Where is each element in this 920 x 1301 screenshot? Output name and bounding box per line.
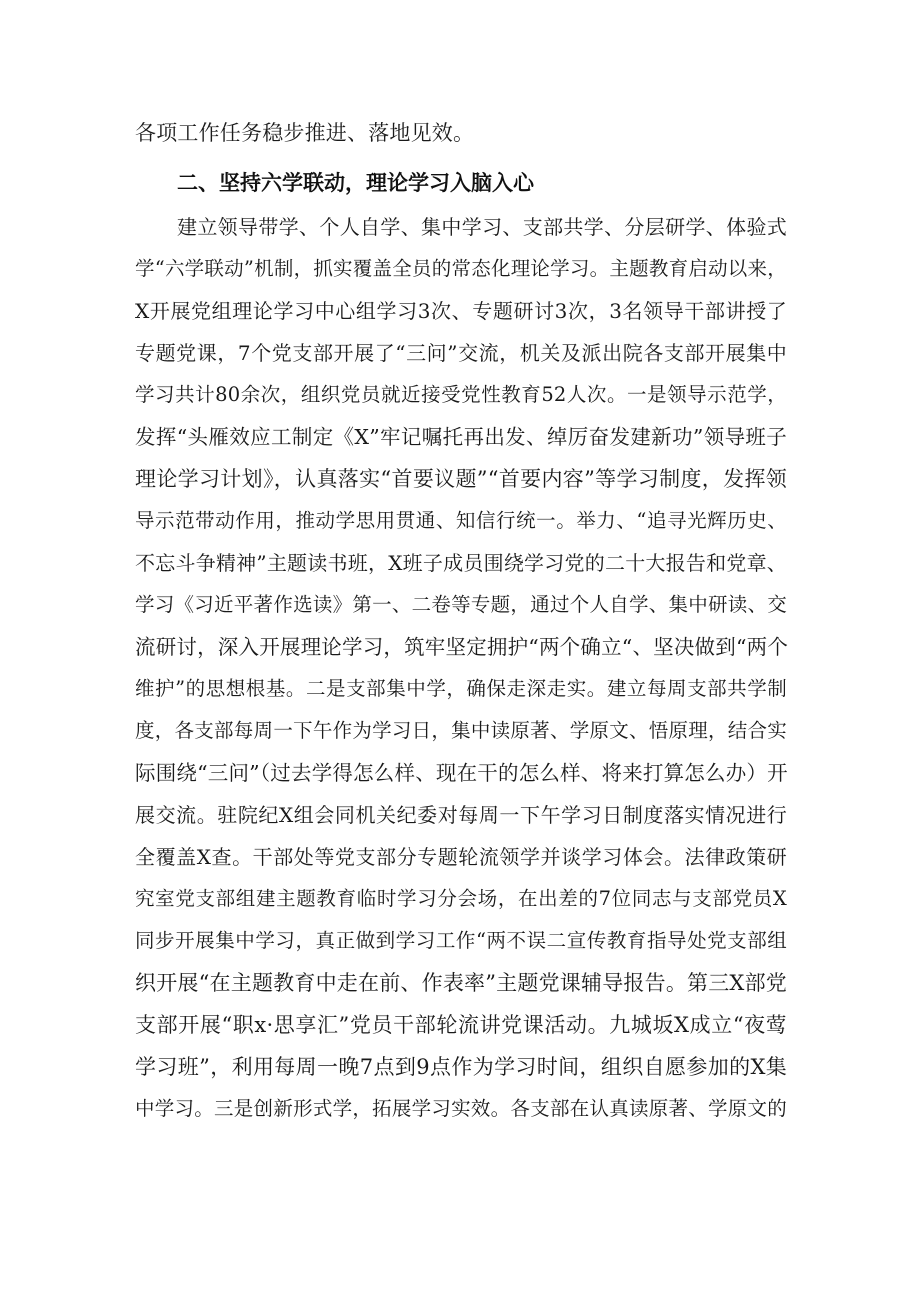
paragraph-line: 发挥“头雁效应工制定《X”牢记嘱托再出发、绰厉奋发建新功”领导班子	[135, 425, 787, 449]
paragraph-line: 学习共计80余次，组织党员就近接受党性教育52人次。一是领导示范学，	[135, 383, 787, 406]
paragraph-line: 展交流。驻院纪X组会同机关纪委对每周一下午学习日制度落实情况进行	[135, 803, 787, 827]
paragraph-line: 究室党支部组建主题教育临时学习分会场，在出差的7位同志与支部党员X	[135, 887, 787, 910]
paragraph-line: 织开展“在主题教育中走在前、作表率”主题党课辅导报告。第三X部党	[135, 971, 787, 995]
paragraph-line: 支部开展“职x·思享汇”党员干部轮流讲党课活动。九城坂X成立“夜莺	[135, 1013, 787, 1037]
paragraph-line: 学习《习近平著作选读》第一、二卷等专题，通过个人自学、集中研读、交	[135, 593, 787, 616]
paragraph-line: 度，各支部每周一下午作为学习日，集中读原著、学原文、悟原理，结合实	[135, 719, 787, 742]
paragraph-line: 学“六学联动”机制，抓实覆盖全员的常态化理论学习。主题教育启动以来，	[135, 257, 787, 280]
paragraph-line: 全覆盖X查。干部处等党支部分专题轮流领学并谈学习体会。法律政策研	[135, 845, 787, 869]
paragraph-line: 流研讨，深入开展理论学习，筑牢坚定拥护“两个确立“、坚决做到“两个	[135, 635, 789, 659]
paragraph-line: 理论学习计划》，认真落实“首要议题”“首要内容”等学习制度，发挥领	[135, 467, 787, 491]
paragraph-line: 导示范带动作用，推动学思用贯通、知信行统一。举力、“追寻光辉历史、	[135, 509, 787, 532]
section-heading: 二、坚持六学联动，理论学习入脑入心	[177, 171, 534, 195]
previous-paragraph-tail: 各项工作任务稳步推进、落地见效。	[135, 121, 475, 145]
paragraph-line: 同步开展集中学习，真正做到学习工作“两不误二宣传教育指导处党支部组	[135, 929, 787, 952]
paragraph-line: 学习班”，利用每周一晚7点到9点作为学习时间，组织自愿参加的X集	[135, 1055, 787, 1079]
paragraph-line: 中学习。三是创新形式学，拓展学习实效。各支部在认真读原著、学原文的	[135, 1097, 787, 1120]
paragraph-line: 专题党课，7个党支部开展了“三问”交流，机关及派出院各支部开展集中	[135, 341, 787, 365]
paragraph-line: X开展党组理论学习中心组学习3次、专题研讨3次，3名领导干部讲授了	[135, 299, 787, 323]
paragraph-line: 际围绕“三问”（过去学得怎么样、现在干的怎么样、将来打算怎么办）开	[135, 761, 788, 785]
paragraph-line: 不忘斗争精神”主题读书班，X班子成员围绕学习党的二十大报告和党章、	[135, 551, 787, 575]
paragraph-line: 维护”的思想根基。二是支部集中学，确保走深走实。建立每周支部共学制	[135, 677, 787, 700]
paragraph-line: 建立领导带学、个人自学、集中学习、支部共学、分层研学、体验式	[177, 215, 787, 239]
